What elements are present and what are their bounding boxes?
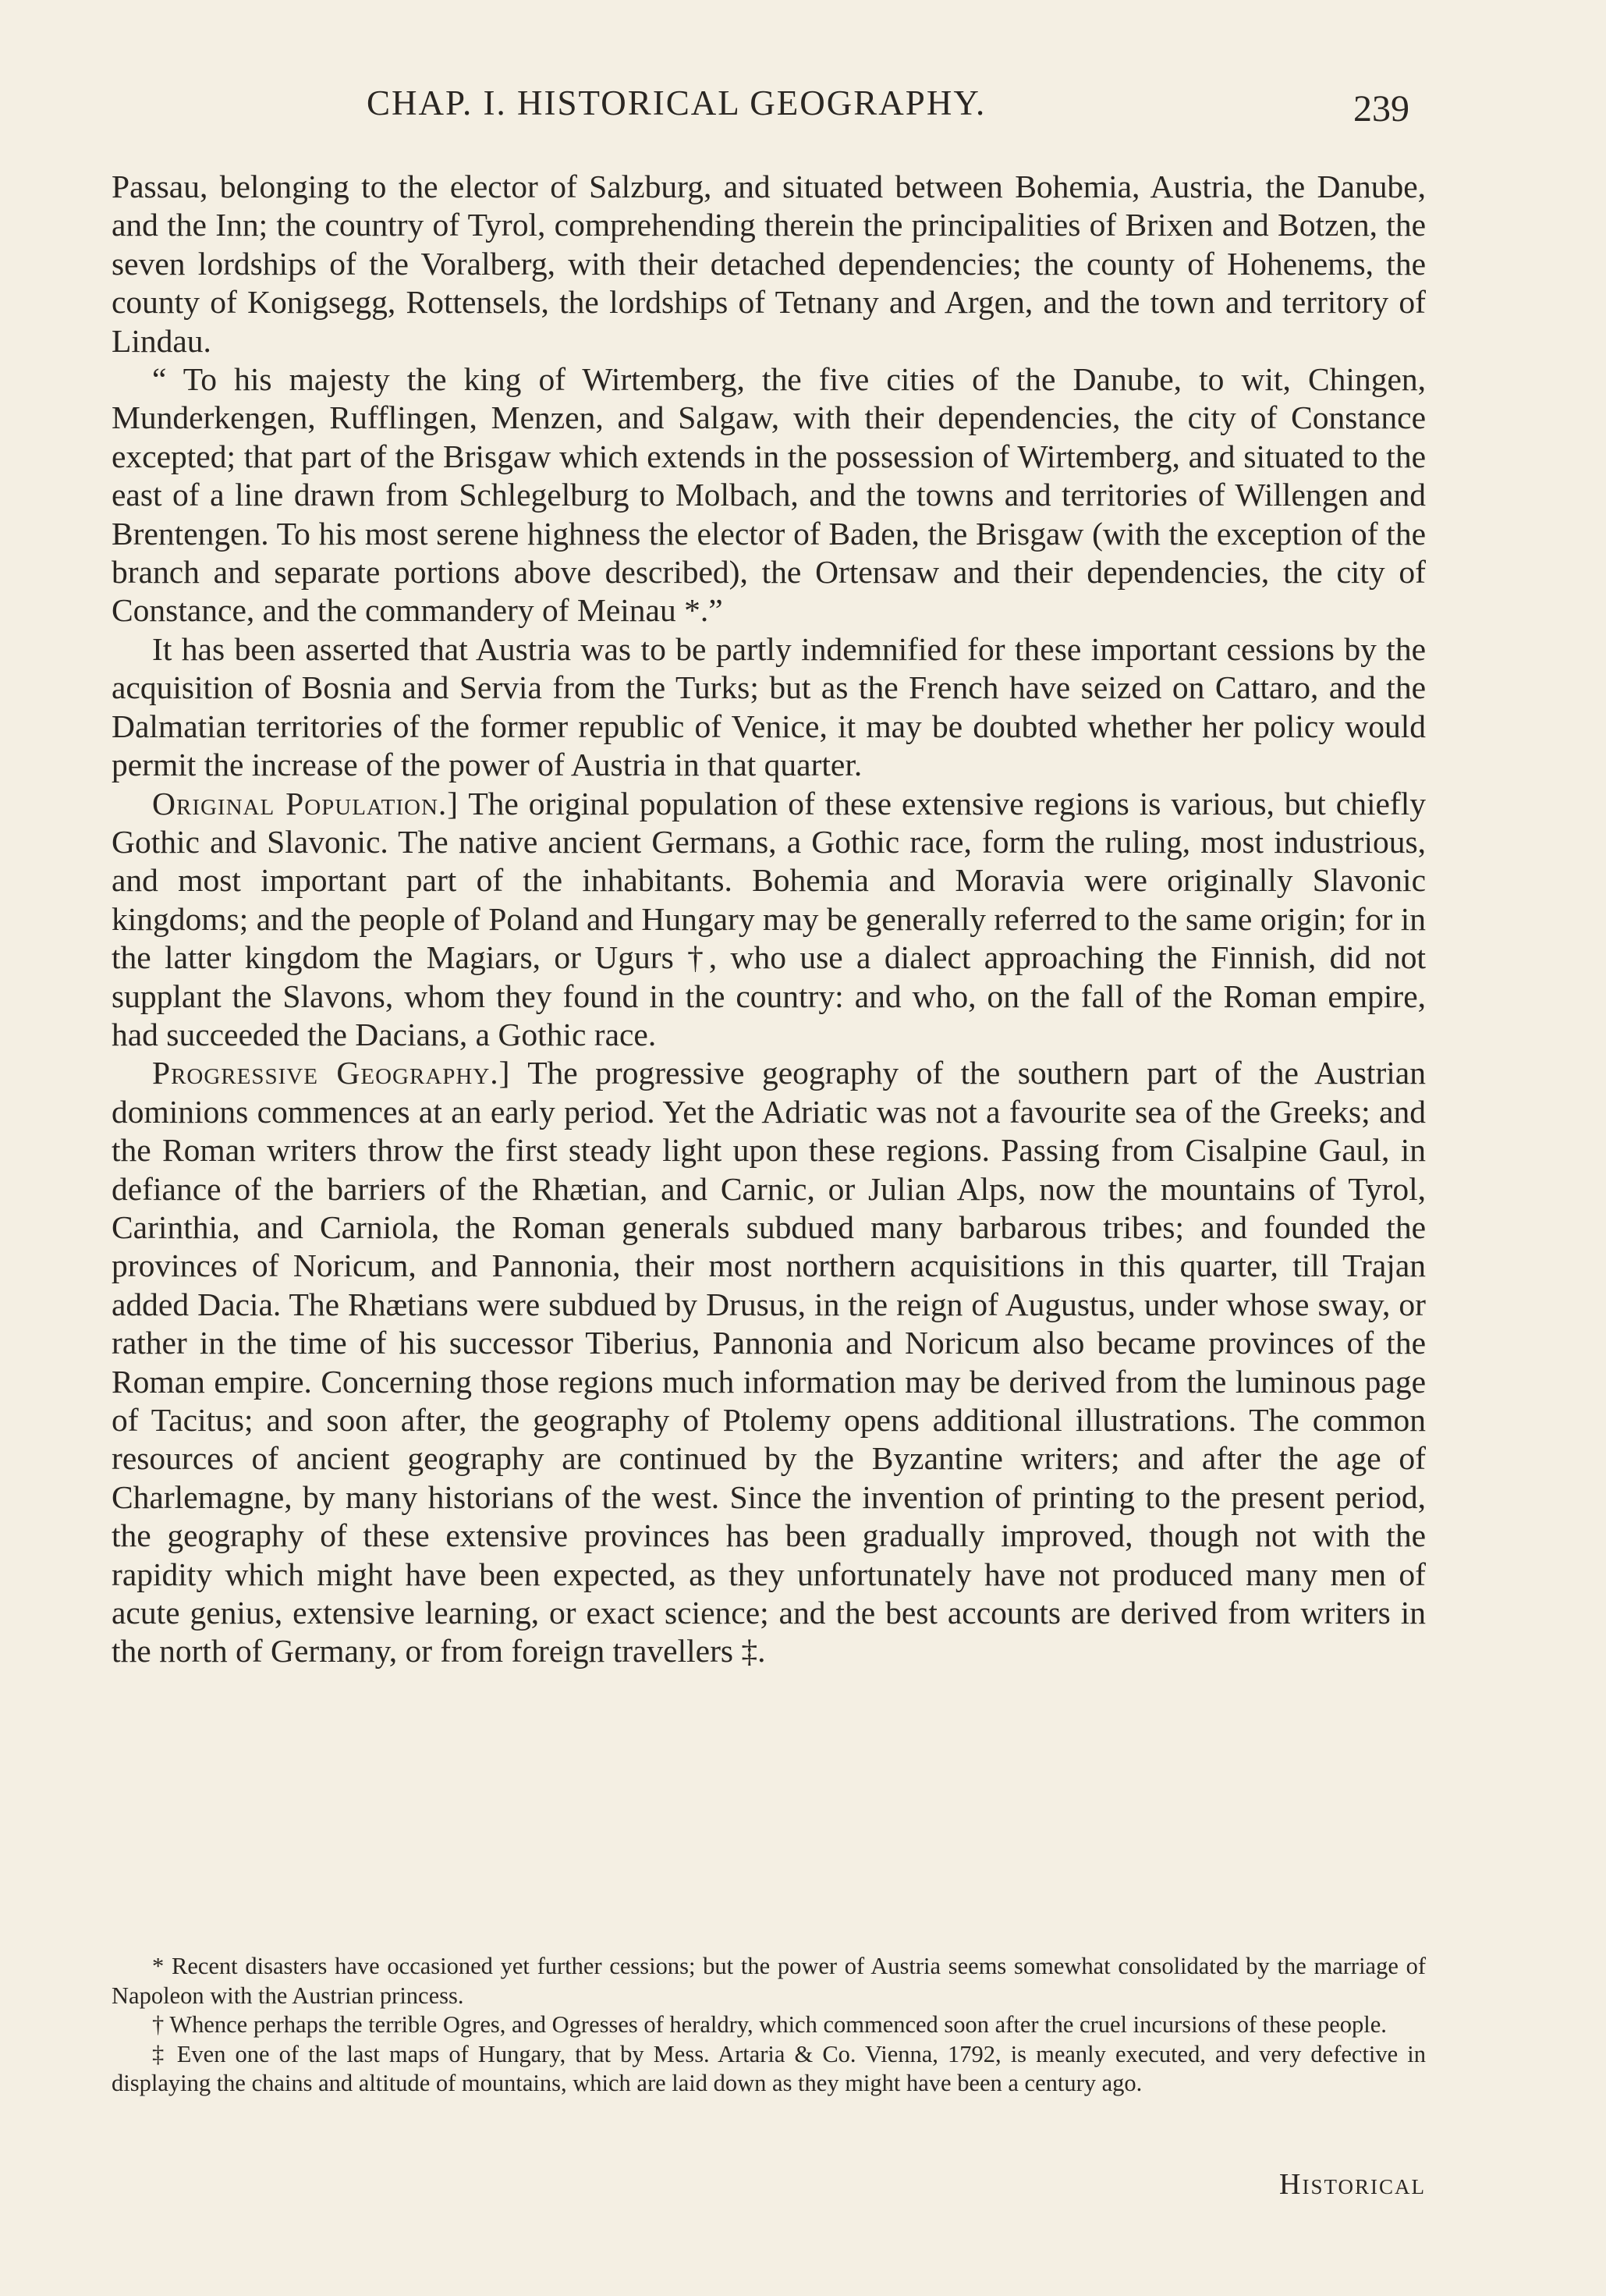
catchword: Historical (1279, 2168, 1426, 2201)
running-title: CHAP. I. HISTORICAL GEOGRAPHY. (367, 83, 987, 122)
paragraph-text: “ To his majesty the king of Wirtemberg, the five cities of the Danube, to wit, Chingen, Munderkengen, Rufflingen, Menzen, and Salgaw, with their dependencies, the city of Constance excepted; that part of the Brisgaw which extends in the possession of Wirtemberg, and situated to the east of a line drawn from Schlegelburg to Molbach, and the towns and territories of Willengen and Brentengen. To his most serene highness the elector of Baden, the Brisgaw (with the exception of the branch and separate portions above described), the Ortensaw and their dependencies, the city of Constance, and the commandery of Meinau *.” (112, 361, 1426, 629)
section-heading: Progressive Geography.] (152, 1055, 511, 1091)
paragraph (112, 785, 1426, 1055)
paragraph-text: The original population of these extensive regions is various, but chiefly Gothic and Slavonic. The native ancient Germans, a Gothic race, form the ruling, most industrious, and most important part of the inhabitants. Bohemia and Moravia were originally Slavonic kingdoms; and the people of Poland and Hungary may be generally referred to the same origin; for in the latter kingdom the Magiars, or Ugurs †, who use a dialect approaching the Finnish, did not supplant the Slavons, whom they found in the country: and who, on the fall of the Roman empire, had succeeded the Dacians, a Gothic race. (112, 785, 1426, 1052)
paragraph-text: Passau, belonging to the elector of Salzburg, and situated between Bohemia, Austria, the Danube, and the Inn; the country of Tyrol, comprehending therein the principalities of Brixen and Botzen, the seven lordships of the Voralberg, with their detached dependencies; the county of Hohenems, the county of Konigsegg, Rottensels, the lordships of Tetnany and Argen, and the town and territory of Lindau. (112, 169, 1426, 359)
paragraph-text: The progressive geography of the southern part of the Austrian dominions commences at an early period. Yet the Adriatic was not a favourite sea of the Greeks; and the Roman writers throw the first steady light upon these regions. Passing from Cisalpine Gaul, in defiance of the barriers of the Rhætian, and Carnic, or Julian Alps, now the mountains of Tyrol, Carinthia, and Carniola, the Roman generals subdued many barbarous tribes; and founded the provinces of Noricum, and Pannonia, their most northern acquisitions in this quarter, till Trajan added Dacia. The Rhætians were subdued by Drusus, in the reign of Augustus, under whose sway, or rather in the time of his successor Tiberius, Pannonia and Noricum also became provinces of the Roman empire. Concerning those regions much information may be derived from the luminous page of Tacitus; and soon after, the geography of Ptolemy opens additional illustrations. The common resources of ancient geography are continued by the Byzantine writers; and after the age of Charlemagne, by many historians of the west. Since the invention of printing to the present period, the geography of these extensive provinces has been gradually improved, though not with the rapidity which might have been expected, as they unfortunately have not produced many men of acute genius, extensive learning, or exact science; and the best accounts are derived from writers in the north of Germany, or from foreign travellers ‡. (112, 1055, 1426, 1670)
main-text (112, 168, 1426, 1671)
page-number: 239 (1353, 88, 1409, 130)
footnotes (112, 1952, 1426, 2099)
section-heading: Original Population.] (152, 785, 459, 822)
paragraph (112, 168, 1426, 360)
footnote: * Recent disasters have occasioned yet further cessions; but the power of Austria seems somewhat consolidated by the marriage of Napoleon with the Austrian princess. (112, 1953, 1426, 2009)
footnote: ‡ Even one of the last maps of Hungary, that by Mess. Artaria & Co. Vienna, 1792, is meanly executed, and very defective in displaying the chains and altitude of mountains, which are laid down as they might have been a century ago. (112, 2040, 1426, 2096)
page-header (0, 78, 1606, 133)
footnote: † Whence perhaps the terrible Ogres, and Ogresses of heraldry, which commenced soon after the cruel incursions of these people. (152, 2011, 1387, 2038)
paragraph (112, 630, 1426, 785)
paragraph (112, 1054, 1426, 1671)
paragraph-text: It has been asserted that Austria was to be partly indemnified for these important cessions by the acquisition of Bosnia and Servia from the Turks; but as the French have seized on Cattaro, and the Dalmatian territories of the former republic of Venice, it may be doubted whether her policy would permit the increase of the power of Austria in that quarter. (112, 630, 1426, 783)
paragraph (112, 360, 1426, 630)
